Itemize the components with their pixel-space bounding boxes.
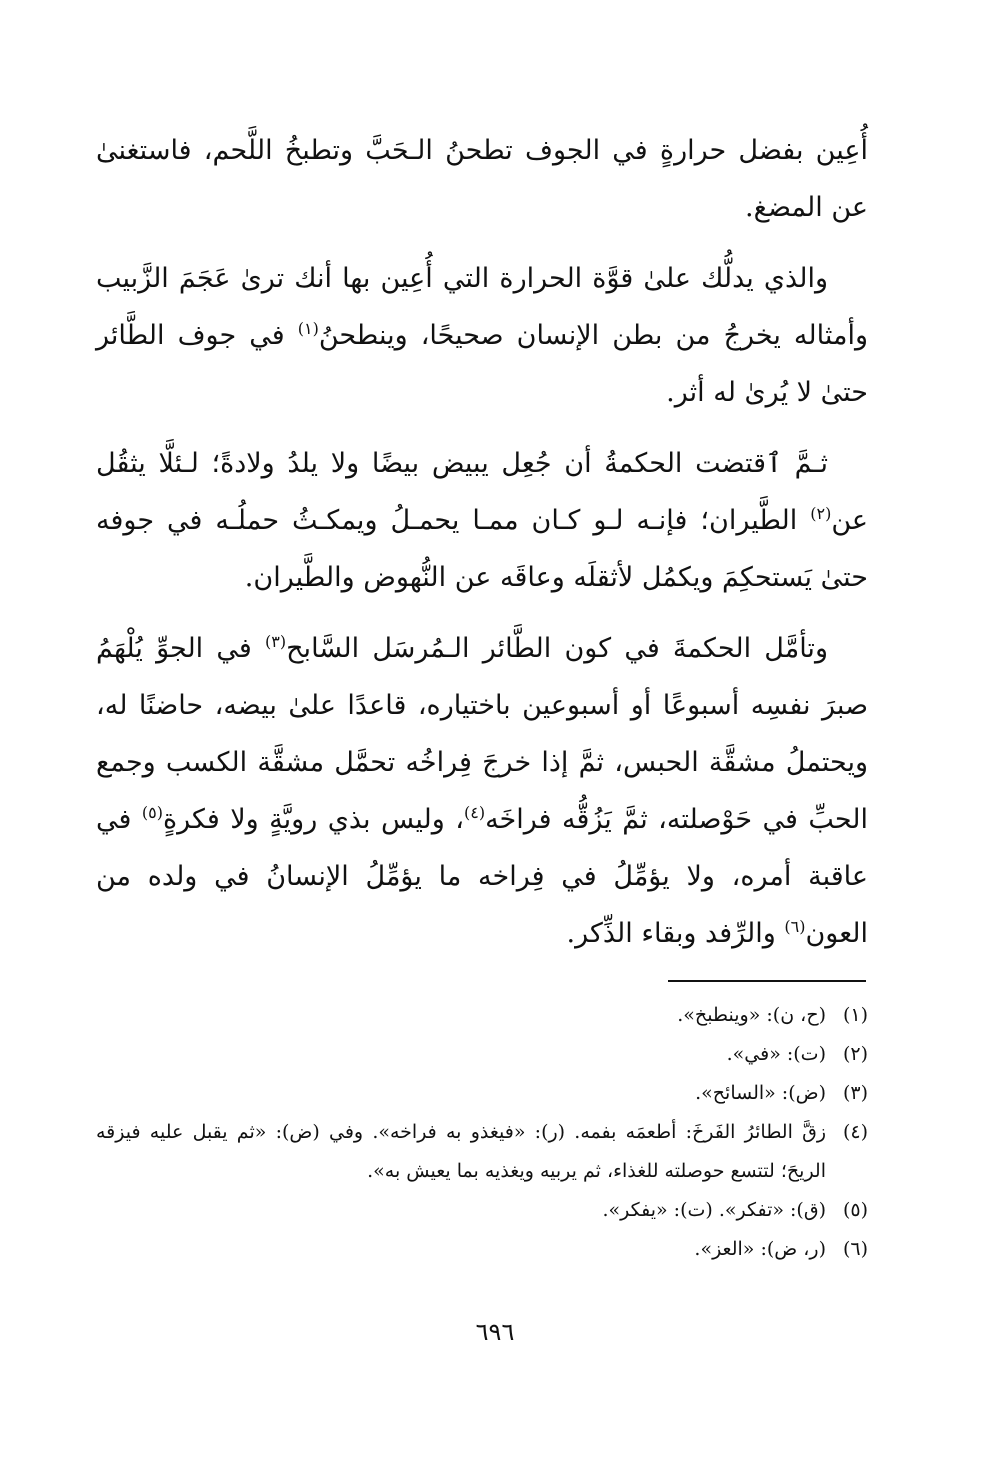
footnote-text: (ض): «السائح». [695, 1082, 826, 1104]
footnote-4 [96, 1113, 868, 1191]
footnote-text: (ت): «في». [726, 1043, 826, 1065]
paragraph-3: ثـمَّ ٱقتضت الحكمةُ أن جُعِل يبيض بيضًا ولا يلدُ ولادةً؛ لـئلَّا يثقُل عن$^{(٢)}$ الطَّيران؛ فإنـه لـو كـان ممـا يحمـلُ ويمكـثُ حملُـه في جوفه حتىٰ يَستحكِمَ ويكمُل لأثقلَه وعاقَه عن النُّهوض والطَّيران. [96, 448, 868, 593]
footnote-text: زقَّ الطائرُ الفَرخَ: أطعمَه بفمه. (ر): «فيغذو به فراخه». وفي (ض): «ثم يقبل عليه فيزقه الريحَ؛ لتتسع حوصلته للغذاء، ثم يربيه ويغذيه بما يعيش به». [96, 1121, 826, 1182]
footnote-ref-2: (٢) [810, 504, 832, 523]
footnote-number: (٤) [842, 1121, 868, 1143]
footnote-3 [96, 1074, 868, 1113]
page-number: ٦٩٦ [475, 1318, 515, 1346]
footnote-text: (ح، ن): «وينطبخ». [677, 1004, 826, 1026]
footnote-ref-3: (٣) [265, 632, 287, 651]
footnotes [96, 996, 868, 1269]
footnote-ref-4: (٤) [463, 803, 486, 822]
footnote-number: (٢) [842, 1043, 868, 1065]
paragraph-2: والذي يدلُّك علىٰ قوَّة الحرارة التي أُعِين بها أنك ترىٰ عَجَمَ الزَّبيب وأمثاله يخرجُ من بطن الإنسان صحيحًا، وينطحنُ$^{(١)}$ في جوف الطَّائر حتىٰ لا يُرىٰ له أثر. [96, 263, 868, 408]
paragraph-1: أُعِين بفضل حرارةٍ في الجوف تطحنُ الـحَبَّ وتطبخُ اللَّحم، فاستغنىٰ عن المضغ. [96, 135, 868, 223]
footnote-ref-1: (١) [297, 319, 319, 338]
footnote-number: (٦) [842, 1238, 868, 1260]
footnote-ref-5: (٥) [141, 803, 163, 822]
footnote-number: (٥) [842, 1199, 868, 1221]
footnote-text: (ق): «تفكر». (ت): «يفكر». [602, 1199, 826, 1221]
footnote-ref-6: (٦) [784, 917, 806, 936]
footnote-divider [668, 980, 866, 982]
footnote-text: (ر، ض): «العز». [694, 1238, 826, 1260]
footnote-2 [96, 1035, 868, 1074]
main-text [96, 122, 868, 976]
footnote-number: (٣) [842, 1082, 868, 1104]
paragraph-4: وتأمَّل الحكمةَ في كون الطَّائر الـمُرسَل السَّابح$^{(٣)}$ في الجوِّ يُلْهَمُ صبرَ نفسِه أسبوعًا أو أسبوعين باختياره، قاعدًا علىٰ بيضه، حاضنًا له، ويحتملُ مشقَّة الحبس، ثمَّ إذا خرجَ فِراخُه تحمَّل مشقَّة الكسب وجمع الحبِّ في حَوْصلته، ثمَّ يَزُقُّه فراخَه$^{(٤)}$، وليس بذي رويَّةٍ ولا فكرةٍ$^{(٥)}$ في عاقبة أمره، ولا يؤمِّلُ في فِراخه ما يؤمِّلُ الإنسانُ في ولده من العون$^{(٦)}$ والرِّفد وبقاء الذِّكر. [96, 632, 868, 949]
footnote-1 [96, 996, 868, 1035]
footnote-6 [96, 1230, 868, 1269]
footnote-5 [96, 1191, 868, 1230]
footnote-number: (١) [842, 1004, 868, 1026]
